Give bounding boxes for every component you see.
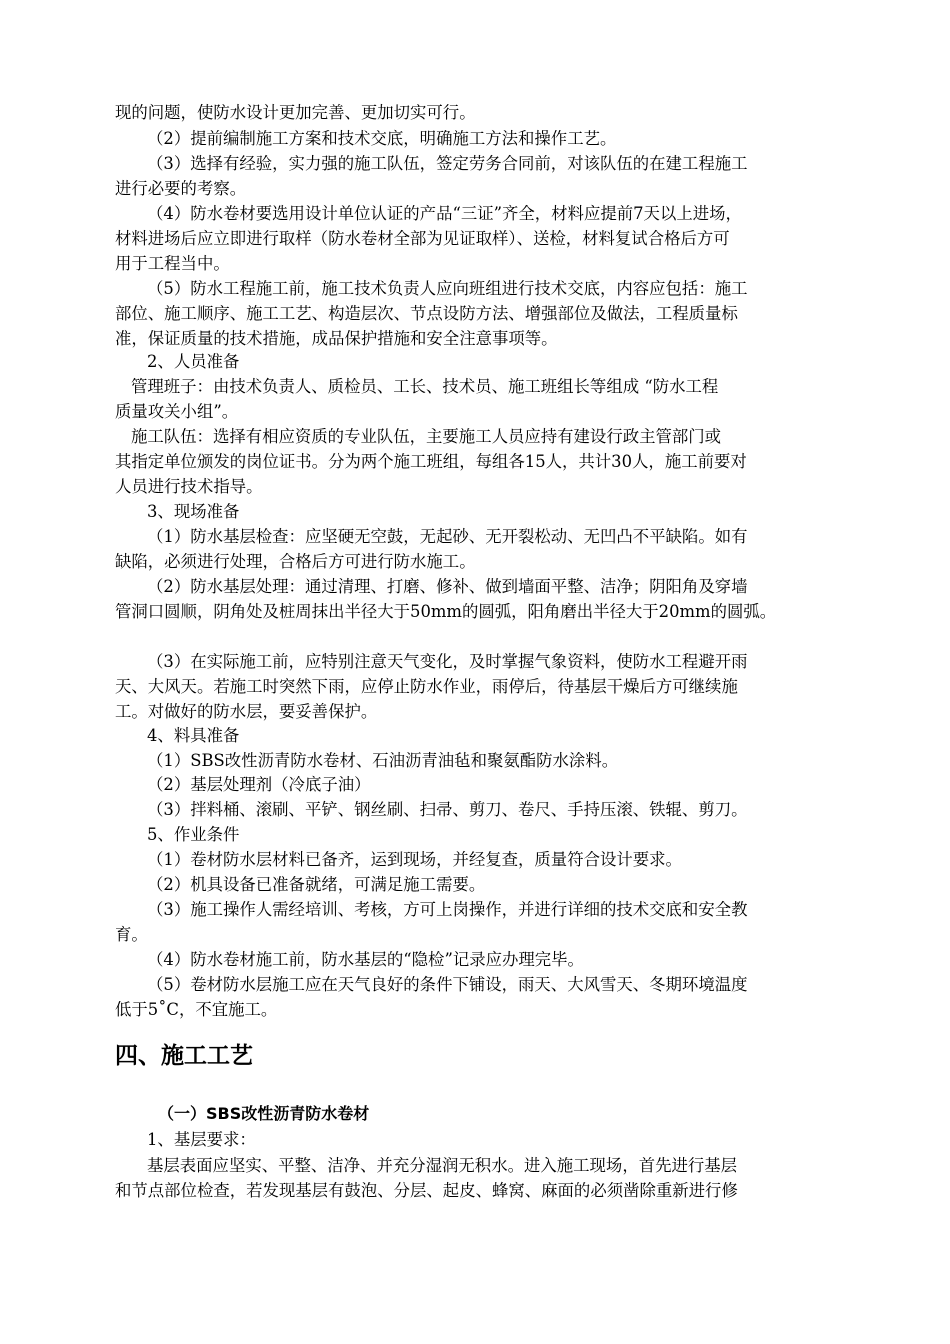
subsection-heading: （一）SBS改性沥青防水卷材 (158, 1104, 370, 1123)
text-line: 其指定单位颁发的岗位证书。分为两个施工班组，每组各15人，共计30人，施工前要对 (115, 452, 747, 471)
text-line: （1）卷材防水层材料已备齐，运到现场，并经复查，质量符合设计要求。 (147, 850, 682, 869)
section-heading: 四、施工工艺 (115, 1043, 253, 1069)
text-line: 缺陷，必须进行处理，合格后方可进行防水施工。 (115, 552, 476, 571)
text-line: （5）卷材防水层施工应在天气良好的条件下铺设，雨天、大风雪天、冬期环境温度 (147, 975, 748, 994)
text-line: （5）防水工程施工前，施工技术负责人应向班组进行技术交底，内容应包括：施工 (147, 279, 748, 298)
text-line: 质量攻关小组”。 (115, 402, 239, 421)
text-line: （3）拌料桶、滚刷、平铲、钢丝刷、扫帚、剪刀、卷尺、手持压滚、铁辊、剪刀。 (147, 800, 748, 819)
text-line: 准，保证质量的技术措施，成品保护措施和安全注意事项等。 (115, 329, 558, 348)
text-line: （4）防水卷材施工前，防水基层的“隐检”记录应办理完毕。 (147, 950, 584, 969)
text-line: 现的问题，使防水设计更加完善、更加切实可行。 (115, 103, 476, 122)
text-line: 1、基层要求： (147, 1130, 256, 1149)
text-line: 5、作业条件 (147, 825, 240, 844)
text-line: （3）选择有经验，实力强的施工队伍，签定劳务合同前，对该队伍的在建工程施工 (147, 154, 748, 173)
text-line: （2）机具设备已准备就绪，可满足施工需要。 (147, 875, 486, 894)
text-line: 管洞口圆顺，阴角处及桩周抹出半径大于50mm的圆弧，阳角磨出半径大于20mm的圆弧。 (115, 602, 777, 621)
text-line: 4、料具准备 (147, 726, 240, 745)
text-line: 育。 (115, 925, 148, 944)
text-line: 工。对做好的防水层，要妥善保护。 (115, 702, 378, 721)
text-line: （2）提前编制施工方案和技术交底，明确施工方法和操作工艺。 (147, 129, 617, 148)
text-line: 人员进行技术指导。 (115, 477, 263, 496)
text-line: 用于工程当中。 (115, 254, 230, 273)
text-line: 材料进场后应立即进行取样（防水卷材全部为见证取样）、送检，材料复试合格后方可 (115, 229, 730, 248)
text-line: 部位、施工顺序、施工工艺、构造层次、节点设防方法、增强部位及做法，工程质量标 (115, 304, 738, 323)
text-line: 和节点部位检查，若发现基层有鼓泡、分层、起皮、蜂窝、麻面的必须凿除重新进行修 (115, 1181, 738, 1200)
text-line: 管理班子：由技术负责人、质检员、工长、技术员、施工班组长等组成 “防水工程 (131, 377, 719, 396)
text-line: 施工队伍：选择有相应资质的专业队伍，主要施工人员应持有建设行政主管部门或 (131, 427, 722, 446)
text-line: （3）施工操作人需经培训、考核，方可上岗操作，并进行详细的技术交底和安全教 (147, 900, 748, 919)
text-line: 天、大风天。若施工时突然下雨，应停止防水作业，雨停后，待基层干燥后方可继续施 (115, 677, 738, 696)
text-line: （3）在实际施工前，应特别注意天气变化，及时掌握气象资料，使防水工程避开雨 (147, 652, 748, 671)
text-line: （1）SBS改性沥青防水卷材、石油沥青油毡和聚氨酯防水涂料。 (147, 751, 619, 770)
text-line: 3、现场准备 (147, 502, 240, 521)
text-line: （2）基层处理剂（冷底子油） (147, 775, 371, 794)
text-line: 进行必要的考察。 (115, 179, 247, 198)
text-line: （4）防水卷材要选用设计单位认证的产品“三证”齐全，材料应提前7天以上进场， (147, 204, 742, 223)
text-line: 低于5˚C，不宜施工。 (115, 1000, 278, 1019)
text-line: 2、人员准备 (147, 352, 240, 371)
text-line: （2）防水基层处理：通过清理、打磨、修补、做到墙面平整、洁净；阴阳角及穿墙 (147, 577, 748, 596)
text-line: （1）防水基层检查：应坚硬无空鼓，无起砂、无开裂松动、无凹凸不平缺陷。如有 (147, 527, 748, 546)
text-line: 基层表面应坚实、平整、洁净、并充分湿润无积水。进入施工现场，首先进行基层 (147, 1156, 738, 1175)
